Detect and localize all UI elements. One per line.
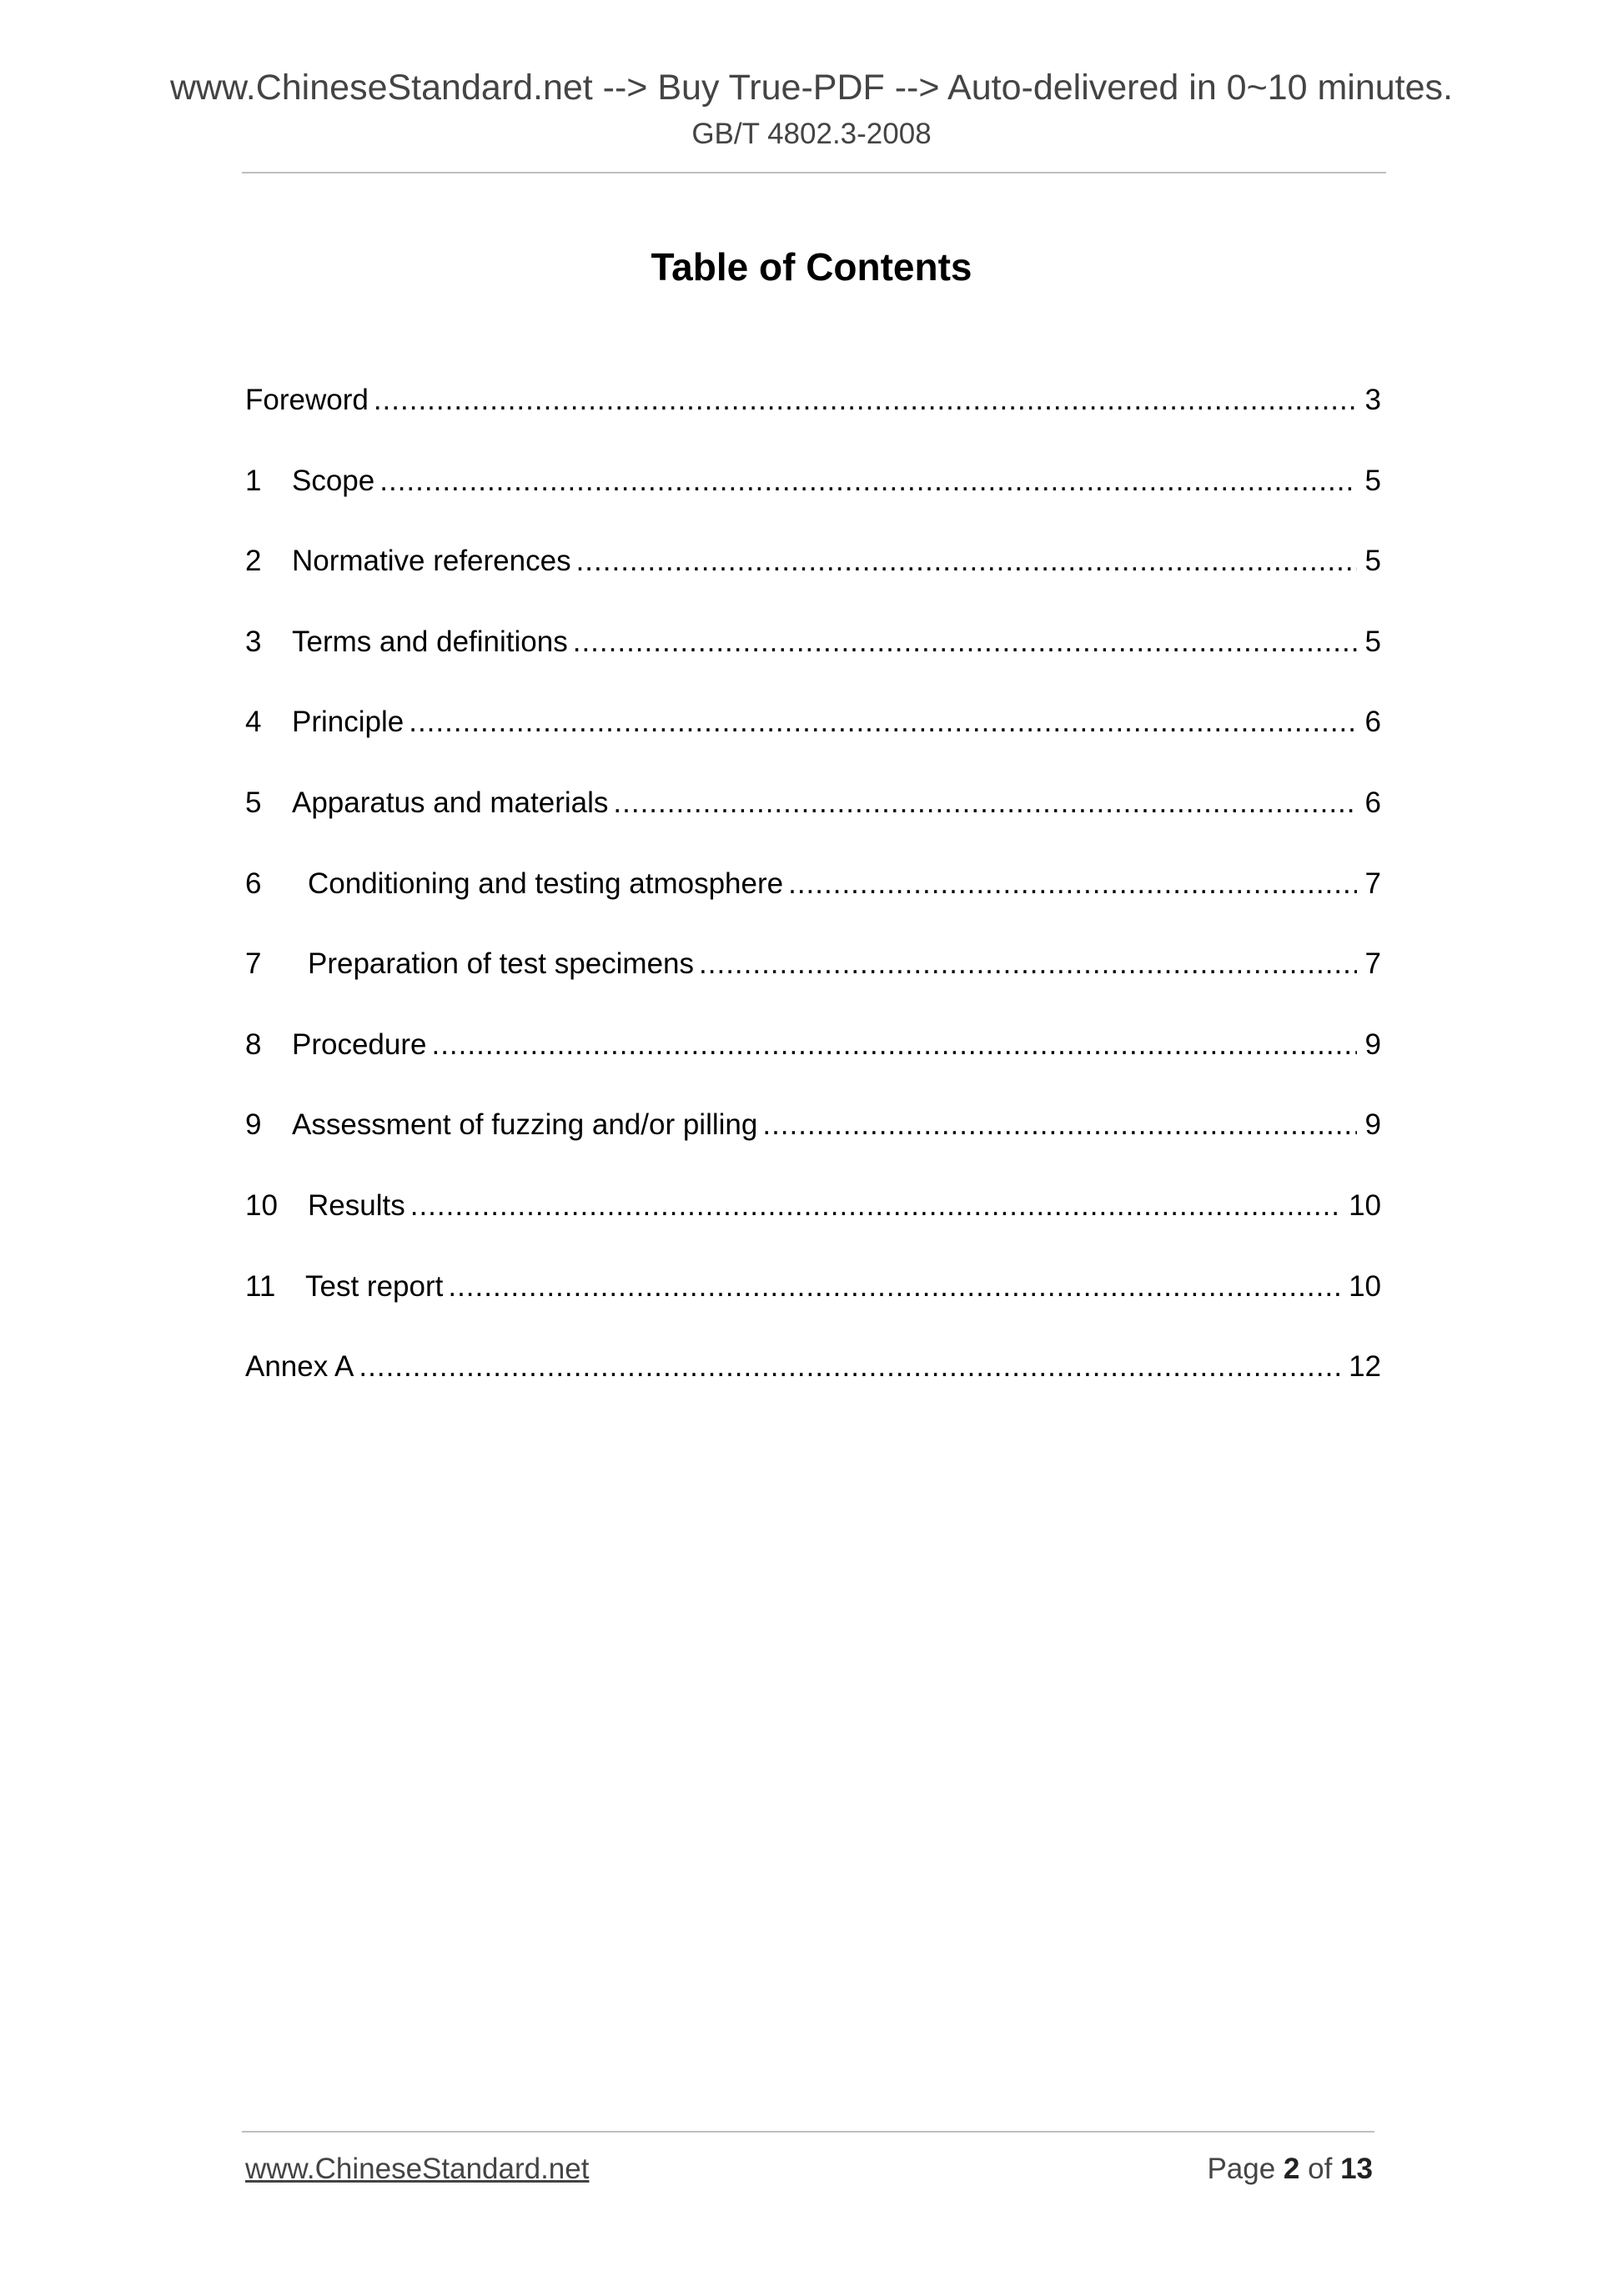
toc-page-number: 9 xyxy=(1364,1027,1381,1061)
page-of: of xyxy=(1308,2153,1333,2185)
dot-leader xyxy=(762,1104,1356,1146)
dot-leader xyxy=(359,1346,1340,1388)
toc-entry-label: Procedure xyxy=(292,1027,427,1061)
toc-section-number: 5 xyxy=(245,786,262,819)
toc-section-number: 2 xyxy=(245,545,262,578)
table-of-contents xyxy=(245,379,1381,1427)
toc-entry-principle[interactable] xyxy=(245,701,1381,782)
dot-leader xyxy=(374,379,1357,421)
toc-page-number: 6 xyxy=(1364,786,1381,819)
toc-entry-preparation[interactable] xyxy=(245,943,1381,1024)
dot-leader xyxy=(699,943,1357,985)
toc-entry-label: Terms and definitions xyxy=(292,625,568,658)
toc-page-number: 10 xyxy=(1349,1269,1381,1303)
toc-entry-annex-a[interactable] xyxy=(245,1346,1381,1427)
toc-section-number: 7 xyxy=(245,947,262,981)
toc-page-number: 12 xyxy=(1349,1350,1381,1384)
dot-leader xyxy=(788,863,1356,905)
toc-page-number: 10 xyxy=(1349,1188,1381,1222)
toc-entry-label: Apparatus and materials xyxy=(292,786,609,819)
toc-section-number: 9 xyxy=(245,1108,262,1142)
toc-entry-normative-references[interactable] xyxy=(245,540,1381,621)
toc-page-number: 7 xyxy=(1364,867,1381,900)
toc-entry-label: Test report xyxy=(305,1269,444,1303)
toc-entry-scope[interactable] xyxy=(245,460,1381,541)
toc-entry-label: Results xyxy=(308,1188,405,1222)
header-divider xyxy=(242,172,1386,173)
dot-leader xyxy=(613,782,1356,824)
toc-page-number: 3 xyxy=(1364,384,1381,416)
toc-entry-results[interactable] xyxy=(245,1185,1381,1266)
toc-entry-label: Preparation of test specimens xyxy=(308,947,695,981)
toc-entry-label: Foreword xyxy=(245,384,369,416)
toc-entry-label: Conditioning and testing atmosphere xyxy=(308,867,784,900)
toc-section-number: 1 xyxy=(245,464,262,497)
toc-entry-apparatus-and-materials[interactable] xyxy=(245,782,1381,863)
toc-page-number: 7 xyxy=(1364,947,1381,981)
page-total: 13 xyxy=(1340,2153,1373,2185)
page-current: 2 xyxy=(1283,2153,1300,2185)
toc-entry-foreword[interactable] xyxy=(245,379,1381,460)
header-banner: www.ChineseStandard.net --> Buy True-PDF --> Auto-delivered in 0~10 minutes. xyxy=(169,68,1453,108)
toc-section-number: 10 xyxy=(245,1188,278,1222)
toc-section-number: 4 xyxy=(245,706,262,739)
dot-leader xyxy=(410,1185,1340,1227)
toc-page-number: 6 xyxy=(1364,706,1381,739)
toc-page-number: 5 xyxy=(1364,464,1381,497)
toc-page-number: 5 xyxy=(1364,625,1381,658)
toc-entry-label: Normative references xyxy=(292,545,571,578)
dot-leader xyxy=(576,540,1357,582)
toc-section-number: 3 xyxy=(245,625,262,658)
dot-leader xyxy=(448,1266,1340,1308)
toc-entry-label: Principle xyxy=(292,706,404,739)
toc-section-number: 8 xyxy=(245,1027,262,1061)
page-indicator xyxy=(1207,2150,1373,2188)
page-prefix: Page xyxy=(1207,2153,1276,2185)
toc-entry-procedure[interactable] xyxy=(245,1024,1381,1105)
toc-section-number: 6 xyxy=(245,867,262,900)
footer-site-link[interactable]: www.ChineseStandard.net xyxy=(245,2153,590,2185)
dot-leader xyxy=(573,621,1357,663)
dot-leader xyxy=(379,460,1356,502)
standard-code: GB/T 4802.3-2008 xyxy=(691,118,932,150)
toc-entry-label: Scope xyxy=(292,464,375,497)
toc-page-number: 9 xyxy=(1364,1108,1381,1142)
toc-entry-label: Assessment of fuzzing and/or pilling xyxy=(292,1108,758,1142)
page-title: Table of Contents xyxy=(651,245,972,289)
toc-entry-label: Annex A xyxy=(245,1350,354,1384)
dot-leader xyxy=(431,1024,1356,1066)
toc-entry-test-report[interactable] xyxy=(245,1266,1381,1347)
footer-divider xyxy=(242,2131,1374,2133)
toc-entry-assessment[interactable] xyxy=(245,1104,1381,1185)
dot-leader xyxy=(409,701,1356,743)
toc-page-number: 5 xyxy=(1364,545,1381,578)
toc-entry-conditioning[interactable] xyxy=(245,863,1381,944)
toc-section-number: 11 xyxy=(245,1269,276,1303)
toc-entry-terms-and-definitions[interactable] xyxy=(245,621,1381,702)
